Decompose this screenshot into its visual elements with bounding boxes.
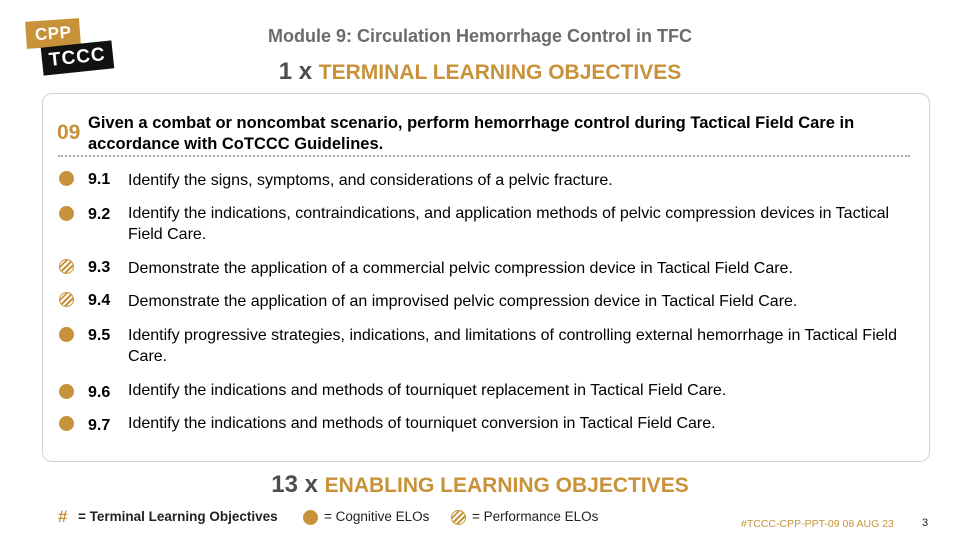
tlo-heading (0, 58, 960, 86)
elo-text: Identify the indications and methods of tourniquet conversion in Tactical Field Care. (128, 415, 716, 432)
cognitive-dot-icon (303, 510, 318, 525)
tlo-number: 09 (57, 121, 81, 144)
tlo-count: 1 x (278, 58, 313, 85)
hash-icon: # (58, 507, 68, 526)
legend-cognitive: = Cognitive ELOs (324, 509, 430, 524)
cognitive-dot-icon (59, 327, 74, 342)
elo-text: Demonstrate the application of a commercial pelvic compression device in Tactical Field Care. (128, 260, 793, 277)
elo-number: 9.6 (88, 384, 111, 401)
elo-heading-label: ENABLING LEARNING OBJECTIVES (324, 474, 689, 497)
dotted-divider (58, 155, 910, 157)
elo-text: Demonstrate the application of an improvised pelvic compression device in Tactical Field Care. (128, 293, 798, 310)
performance-dot-icon (59, 292, 74, 307)
performance-dot-icon (451, 510, 466, 525)
elo-heading (0, 471, 960, 499)
elo-number: 9.4 (88, 292, 111, 309)
page-number: 3 (922, 517, 929, 529)
elo-number: 9.5 (88, 327, 111, 344)
tlo-heading-label: TERMINAL LEARNING OBJECTIVES (318, 61, 682, 84)
performance-dot-icon (59, 259, 74, 274)
cognitive-dot-icon (59, 206, 74, 221)
cognitive-dot-icon (59, 171, 74, 186)
elo-text: Identify the indications and methods of tourniquet replacement in Tactical Field Care. (128, 382, 727, 399)
logo-tccc: TCCC (41, 40, 114, 75)
legend-performance: = Performance ELOs (472, 509, 599, 524)
elo-text: Identify the signs, symptoms, and considerations of a pelvic fracture. (128, 172, 613, 189)
cognitive-dot-icon (59, 384, 74, 399)
tlo-text: Given a combat or noncombat scenario, perform hemorrhage control during Tactical Field Care in accordance with CoTCCC Guidelines. (88, 114, 855, 153)
logo-cpp: CPP (25, 18, 81, 49)
module-title: Module 9: Circulation Hemorrhage Control in TFC (267, 26, 692, 46)
elo-text: Identify progressive strategies, indications, and limitations of controlling external hemorrhage in Tactical Field Care. (128, 327, 897, 365)
cognitive-dot-icon (59, 416, 74, 431)
elo-text: Identify the indications, contraindications, and application methods of pelvic compression devices in Tactical Field Care. (128, 205, 890, 243)
legend-terminal: = Terminal Learning Objectives (78, 509, 278, 524)
elo-number: 9.7 (88, 417, 111, 434)
elo-number: 9.2 (88, 206, 111, 223)
elo-count: 13 x (271, 471, 318, 498)
footer-code: #TCCC-CPP-PPT-09 08 AUG 23 (741, 518, 894, 530)
elo-number: 9.1 (88, 171, 111, 188)
elo-number: 9.3 (88, 259, 111, 276)
